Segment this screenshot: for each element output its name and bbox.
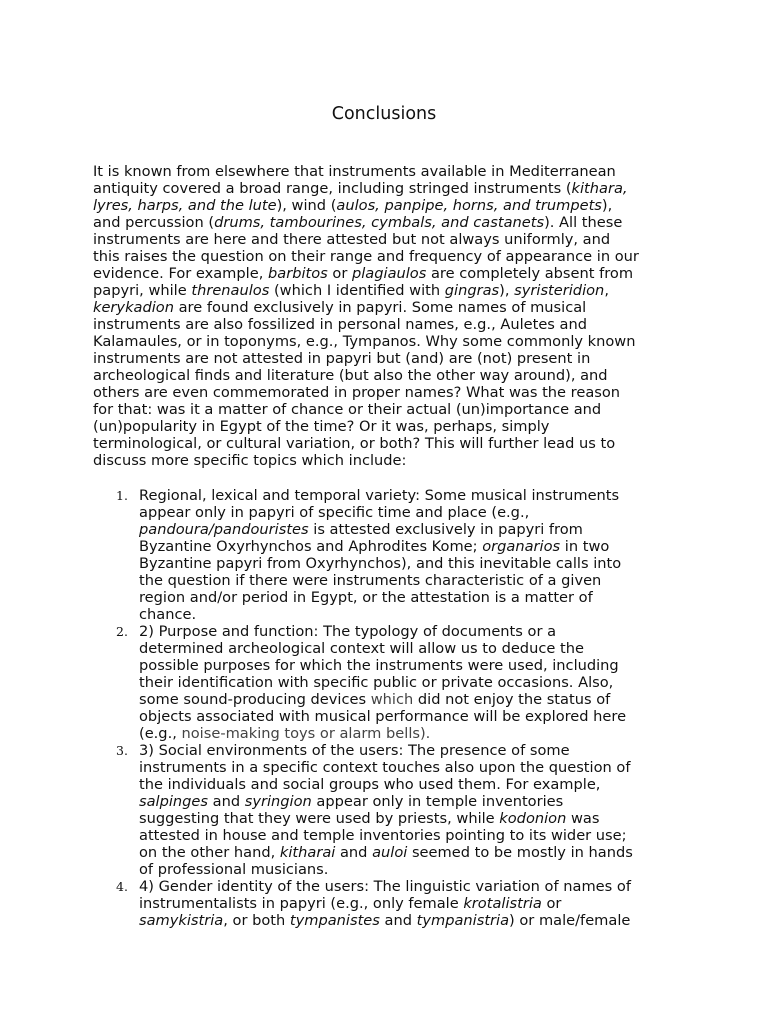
text-run: attested in house and temple inventories pointing to its wider use; [139, 827, 627, 844]
text-run: their identification with specific public or private occasions. Also, [139, 674, 614, 691]
text-run: , or both [223, 912, 290, 929]
text-run: did not enjoy the status of [413, 691, 611, 708]
list-number: 2. [116, 624, 128, 639]
text-run: and [335, 844, 373, 861]
text-run: region and/or period in Egypt, or the attestation is a matter of [139, 589, 593, 606]
text-run: are completely absent from [426, 265, 634, 282]
text-run: are found exclusively in papyri. Some names of musical [173, 299, 587, 316]
text-run: evidence. For example, [93, 265, 268, 282]
list-number: 4. [116, 879, 128, 894]
text-run: noise-making toys or alarm bells). [181, 725, 431, 742]
text-run: chance. [139, 606, 197, 623]
text-run: instruments in a specific context touches also upon the question of [139, 759, 631, 776]
text-run: on the other hand, [139, 844, 280, 861]
text-run: syringion [244, 793, 312, 810]
text-run: was [566, 810, 600, 827]
text-run: (un)popularity in Egypt of the time? Or it was, perhaps, simply [93, 418, 550, 435]
text-run: samykistria [139, 912, 224, 929]
text-run: appear only in papyri of specific time and place (e.g., [139, 504, 530, 521]
text-run: ), wind ( [276, 197, 337, 214]
text-run: kithara, [571, 180, 628, 197]
text-run: syristeridion [514, 282, 605, 299]
list-item-text [139, 487, 768, 623]
text-run: instrumentalists in papyri (e.g., only female [139, 895, 464, 912]
text-run: ), [499, 282, 515, 299]
list-item [0, 742, 768, 878]
page-title: Conclusions [331, 104, 437, 124]
text-run: some sound-producing devices [139, 691, 371, 708]
text-run: plagiaulos [351, 265, 427, 282]
text-run: Kalamaules, or in toponyms, e.g., Tympanos. Why some commonly known [93, 333, 636, 350]
list-item [0, 623, 768, 742]
list-item-text [139, 878, 768, 929]
text-run: Byzantine Oxyrhynchos and Aphrodites Kome; [139, 538, 483, 555]
topics-list [0, 487, 768, 929]
text-run: kitharai [279, 844, 336, 861]
text-run: in two [560, 538, 610, 555]
intro-paragraph [93, 163, 683, 469]
text-run: instruments are not attested in papyri but (and) are (not) present in [93, 350, 591, 367]
text-run: suggesting that they were used by priests, while [139, 810, 500, 827]
text-run: the individuals and social groups who used them. For example, [139, 776, 601, 793]
text-run: papyri, while [93, 282, 192, 299]
text-run: for that: was it a matter of chance or their actual (un)importance and [93, 401, 602, 418]
text-run: pandoura/pandouristes [139, 521, 309, 538]
text-run: krotalistria [463, 895, 542, 912]
text-run: appear only in temple inventories [311, 793, 564, 810]
text-run: discuss more specific topics which include: [93, 452, 407, 469]
text-run: 3) Social environments of the users: The presence of some [139, 742, 570, 759]
text-run: or [327, 265, 352, 282]
text-run: instruments are also fossilized in personal names, e.g., Auletes and [93, 316, 588, 333]
text-run: of professional musicians. [139, 861, 329, 878]
list-number: 3. [116, 743, 128, 758]
text-run: Byzantine papyri from Oxyrhynchos), and this inevitable calls into [139, 555, 622, 572]
text-run: determined archeological context will allow us to deduce the [139, 640, 584, 657]
text-run: gingras [444, 282, 500, 299]
text-run: auloi [372, 844, 408, 861]
text-run: ), [601, 197, 613, 214]
text-run: drums, tambourines, cymbals, and castanets [214, 214, 545, 231]
text-run: barbitos [267, 265, 328, 282]
text-run: seemed to be mostly in hands [407, 844, 633, 861]
text-run: tympanistes [289, 912, 380, 929]
text-run: ). All these [544, 214, 623, 231]
text-run: and [208, 793, 245, 810]
list-item [0, 487, 768, 623]
list-item-text [139, 623, 768, 742]
text-run: aulos, panpipe, horns, and trumpets [336, 197, 602, 214]
text-run: organarios [482, 538, 561, 555]
text-run: threnaulos [191, 282, 270, 299]
text-run: kodonion [499, 810, 567, 827]
text-run: 2) Purpose and function: The typology of documents or a [139, 623, 557, 640]
text-run: instruments are here and there attested but not always uniformly, and [93, 231, 611, 248]
text-run: is attested exclusively in papyri from [308, 521, 583, 538]
text-run: the question if there were instruments characteristic of a given [139, 572, 602, 589]
text-run: (e.g., [139, 725, 182, 742]
text-run: this raises the question on their range and frequency of appearance in our [93, 248, 639, 265]
text-run: tympanistria [416, 912, 510, 929]
list-number: 1. [116, 488, 128, 503]
text-run: antiquity covered a broad range, including stringed instruments ( [93, 180, 572, 197]
text-run: Regional, lexical and temporal variety: Some musical instruments [139, 487, 620, 504]
text-run: which [370, 691, 414, 708]
text-run: salpinges [139, 793, 209, 810]
list-item-text [139, 742, 768, 878]
text-run: 4) Gender identity of the users: The linguistic variation of names of [139, 878, 631, 895]
text-run: archeological finds and literature (but also the other way around), and [93, 367, 608, 384]
text-run: possible purposes for which the instruments were used, including [139, 657, 619, 674]
text-run: ) or male/female [509, 912, 631, 929]
list-item [0, 878, 768, 929]
text-run: kerykadion [93, 299, 174, 316]
text-run: or [541, 895, 562, 912]
text-run: lyres, harps, and the lute [93, 197, 277, 214]
text-run: terminological, or cultural variation, or both? This will further lead us to [93, 435, 616, 452]
text-run: others are even commemorated in proper names? What was the reason [93, 384, 621, 401]
text-run: It is known from elsewhere that instruments available in Mediterranean [93, 163, 616, 180]
text-run: and [379, 912, 417, 929]
text-run: , [604, 282, 609, 299]
text-run: and percussion ( [93, 214, 215, 231]
text-run: objects associated with musical performance will be explored here [139, 708, 627, 725]
text-run: (which I identified with [269, 282, 445, 299]
